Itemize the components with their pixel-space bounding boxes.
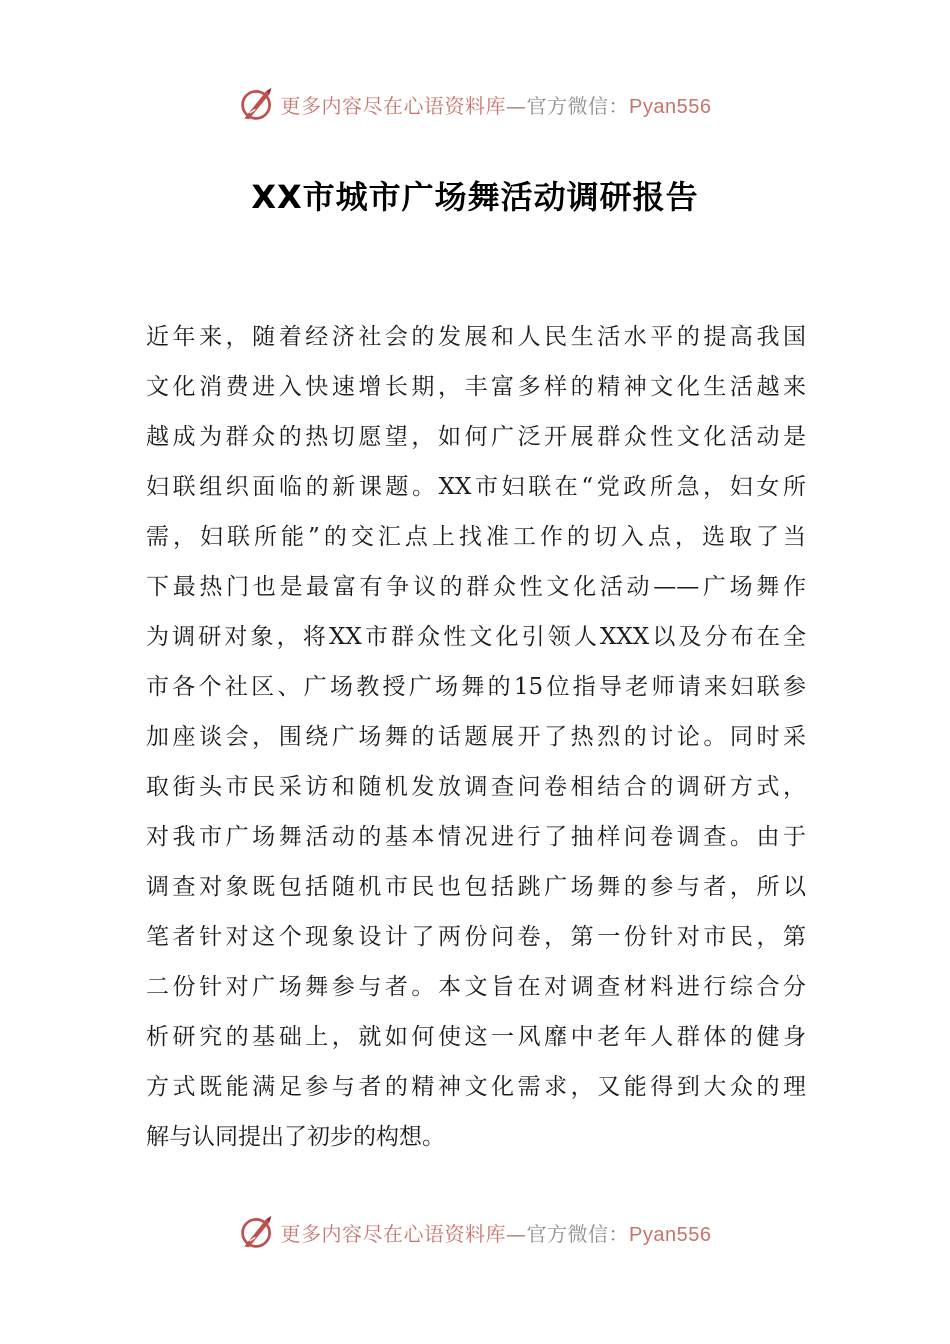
paragraph-line: 加座谈会，围绕广场舞的话题展开了热烈的讨论。同时采 xyxy=(146,724,806,750)
paragraph-line: 对我市广场舞活动的基本情况进行了抽样问卷调查。由于 xyxy=(146,824,806,850)
body-paragraph xyxy=(146,312,806,1162)
footer-wechat-id: Pyan556 xyxy=(629,1223,712,1246)
header-site-text: 更多内容尽在心语资料库 xyxy=(280,93,507,118)
paragraph-line: 近年来，随着经济社会的发展和人民生活水平的提高我国 xyxy=(146,324,806,350)
paragraph-line: 调查对象既包括随机市民也包括跳广场舞的参与者，所以 xyxy=(146,874,806,900)
paragraph-line: 方式既能满足参与者的精神文化需求，又能得到大众的理 xyxy=(146,1074,806,1100)
footer-banner xyxy=(0,1210,950,1254)
footer-separator: — xyxy=(506,1221,527,1246)
paragraph-line: 析研究的基础上，就如何使这一风靡中老年人群体的健身 xyxy=(146,1024,806,1050)
paragraph-line: 二份针对广场舞参与者。本文旨在对调查材料进行综合分 xyxy=(146,974,806,1000)
quill-pen-circle-icon xyxy=(239,86,275,122)
quill-pen-circle-icon xyxy=(239,1214,275,1250)
paragraph-line: 市各个社区、广场教授广场舞的15位指导老师请来妇联参 xyxy=(146,674,806,700)
header-separator: — xyxy=(506,93,527,118)
paragraph-line: 取街头市民采访和随机发放调查问卷相结合的调研方式， xyxy=(146,774,806,800)
paragraph-line: 文化消费进入快速增长期，丰富多样的精神文化生活越来 xyxy=(146,374,806,400)
header-wechat-label: 官方微信： xyxy=(526,93,630,118)
document-title: XX市城市广场舞活动调研报告 xyxy=(251,178,699,216)
footer-banner-text xyxy=(281,1218,712,1247)
paragraph-line: 越成为群众的热切愿望，如何广泛开展群众性文化活动是 xyxy=(146,424,806,450)
header-banner xyxy=(0,82,950,126)
paragraph-line: 为调研对象，将XX市群众性文化引领人XXX以及分布在全 xyxy=(146,624,806,650)
header-banner-text xyxy=(281,90,712,119)
paragraph-line: 解与认同提出了初步的构想。 xyxy=(146,1124,445,1150)
paragraph-line: 笔者针对这个现象设计了两份问卷，第一份针对市民，第 xyxy=(146,924,806,950)
footer-site-text: 更多内容尽在心语资料库 xyxy=(280,1221,507,1246)
paragraph-line: 妇联组织面临的新课题。XX市妇联在“党政所急，妇女所 xyxy=(146,474,806,500)
header-wechat-id: Pyan556 xyxy=(629,95,712,118)
paragraph-line: 下最热门也是最富有争议的群众性文化活动——广场舞作 xyxy=(146,574,806,600)
paragraph-line: 需，妇联所能”的交汇点上找准工作的切入点，选取了当 xyxy=(146,524,806,550)
footer-wechat-label: 官方微信： xyxy=(526,1221,630,1246)
